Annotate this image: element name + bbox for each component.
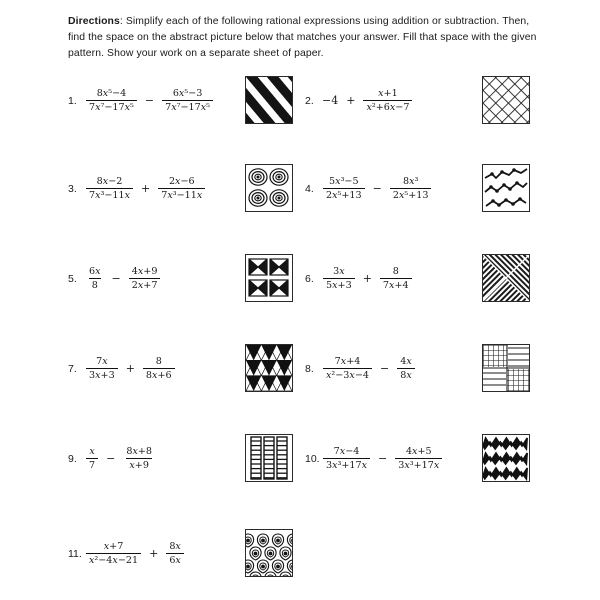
pattern-swatch-diagonal-stripes (245, 76, 293, 124)
problem-number: 9. (68, 453, 77, 466)
problem-row (68, 164, 542, 254)
fraction-numerator: 8x⁵−4 (96, 87, 127, 99)
pattern-swatch-wrap (245, 76, 305, 124)
fraction-denominator: 8 (89, 278, 101, 291)
fraction-numerator: 8x−2 (96, 175, 123, 187)
pattern-swatch-wrap (245, 164, 305, 212)
fraction-numerator: 4x+9 (131, 265, 158, 277)
problem-7 (68, 344, 305, 392)
fraction-numerator: 8 (155, 355, 162, 367)
math-operator: − (380, 361, 390, 375)
fraction-denominator: x²+6x−7 (363, 100, 412, 113)
fraction-denominator: 7x³−11x (86, 188, 133, 201)
fraction-denominator: x²−4x−21 (86, 553, 141, 566)
problem-expression (85, 83, 245, 117)
problem-expression (322, 83, 482, 117)
fraction-denominator: 3x³+17x (323, 458, 370, 471)
problem-number: 4. (305, 183, 314, 196)
problem-row (68, 254, 542, 344)
problem-expression (85, 171, 245, 205)
problem-8 (305, 344, 542, 392)
problem-9 (68, 434, 305, 482)
fraction-denominator: 7x³−11x (158, 188, 205, 201)
problem-10 (305, 434, 542, 482)
problem-number: 1. (68, 95, 77, 108)
math-operator: + (125, 361, 135, 375)
fraction-numerator: 5x³−5 (329, 175, 359, 187)
fraction-denominator: 7x⁷−17x⁵ (162, 100, 213, 113)
fraction (395, 446, 442, 471)
problem-number: 8. (305, 363, 314, 376)
fraction-numerator: 8x+8 (126, 445, 153, 457)
problem-expression (85, 351, 245, 385)
fraction-denominator: 3x+3 (86, 368, 118, 381)
problem-number: 7. (68, 363, 77, 376)
fraction (86, 176, 133, 201)
pattern-swatch-concentric-circles (245, 164, 293, 212)
problem-11 (68, 529, 305, 577)
math-operator: − (378, 451, 388, 465)
fraction (323, 356, 372, 381)
fraction (397, 356, 415, 381)
pattern-swatch-wrap (482, 254, 542, 302)
pattern-swatch-wrap (245, 434, 305, 482)
math-operator: + (149, 546, 159, 560)
math-operator: − (144, 93, 155, 107)
fraction-numerator: 6x⁵−3 (172, 87, 203, 99)
fraction (363, 88, 412, 113)
fraction (380, 266, 412, 291)
pattern-swatch-wrap (482, 164, 542, 212)
math-scalar: −4 (322, 93, 339, 107)
fraction-denominator: 8x (397, 368, 415, 381)
fraction-denominator: 8x+6 (143, 368, 175, 381)
problem-row (68, 434, 542, 529)
fraction-numerator: x+7 (103, 540, 124, 552)
problem-number: 3. (68, 183, 77, 196)
problem-row (68, 529, 542, 589)
directions-label: Directions (68, 16, 120, 27)
fraction-numerator: 8x (169, 540, 181, 552)
fraction-denominator: 3x³+17x (395, 458, 442, 471)
problem-5 (68, 254, 305, 302)
fraction-denominator: 2x⁵+13 (323, 188, 365, 201)
fraction (323, 266, 355, 291)
fraction-numerator: 7x−4 (333, 445, 360, 457)
fraction (86, 356, 118, 381)
fraction (129, 266, 161, 291)
fraction-denominator: x²−3x−4 (323, 368, 372, 381)
fraction-denominator: 6x (166, 553, 184, 566)
fraction (86, 446, 98, 471)
problem-number: 2. (305, 95, 314, 108)
problem-expression (85, 261, 245, 295)
math-operator: + (362, 271, 372, 285)
pattern-swatch-diamond-lattice (482, 76, 530, 124)
pattern-swatch-radiating-chevrons (482, 254, 530, 302)
problem-number: 6. (305, 273, 314, 286)
fraction (390, 176, 432, 201)
problem-number: 10. (305, 453, 320, 466)
pattern-swatch-boxed-x-grid (245, 254, 293, 302)
fraction-numerator: x (89, 445, 95, 457)
problem-list (68, 76, 542, 589)
fraction (323, 446, 370, 471)
problem-2 (305, 76, 542, 124)
problem-number: 11. (68, 548, 82, 561)
fraction (143, 356, 175, 381)
pattern-swatch-grid-blocks (482, 344, 530, 392)
fraction (86, 88, 137, 113)
problem-expression (322, 441, 482, 475)
problem-expression (85, 441, 245, 475)
problem-row (68, 344, 542, 434)
fraction-denominator: 7x+4 (380, 278, 412, 291)
directions-paragraph (68, 14, 542, 62)
pattern-swatch-wrap (245, 529, 305, 577)
fraction-numerator: 8 (392, 265, 399, 277)
pattern-swatch-wrap (482, 344, 542, 392)
math-operator: + (346, 93, 356, 107)
fraction-denominator: 7 (86, 458, 98, 471)
pattern-swatch-vertical-ladders (245, 434, 293, 482)
pattern-swatch-wrap (245, 254, 305, 302)
pattern-swatch-zigzag-branches (482, 164, 530, 212)
math-operator: + (141, 181, 151, 195)
fraction-denominator: 2x+7 (129, 278, 161, 291)
fraction-denominator: 5x+3 (323, 278, 355, 291)
fraction-numerator: 4x+5 (405, 445, 432, 457)
math-operator: − (111, 271, 121, 285)
fraction (162, 88, 213, 113)
fraction (86, 541, 141, 566)
pattern-swatch-bold-zigzag-bands (482, 434, 530, 482)
problem-number: 5. (68, 273, 77, 286)
fraction (86, 266, 104, 291)
fraction-numerator: 2x−6 (168, 175, 195, 187)
fraction-denominator: x+9 (126, 458, 152, 471)
fraction-numerator: 7x (96, 355, 108, 367)
math-operator: − (106, 451, 116, 465)
pattern-swatch-peacock-scales (245, 529, 293, 577)
fraction-numerator: 7x+4 (334, 355, 361, 367)
fraction (323, 176, 365, 201)
problem-row (68, 76, 542, 164)
fraction (166, 541, 184, 566)
problem-expression (322, 171, 482, 205)
problem-1 (68, 76, 305, 124)
fraction-numerator: 4x (400, 355, 412, 367)
fraction-denominator: 2x⁵+13 (390, 188, 432, 201)
fraction-numerator: 3x (333, 265, 345, 277)
problem-6 (305, 254, 542, 302)
problem-3 (68, 164, 305, 212)
pattern-swatch-wrap (482, 76, 542, 124)
fraction-numerator: 8x³ (402, 175, 419, 187)
fraction-numerator: 6x (89, 265, 101, 277)
problem-4 (305, 164, 542, 212)
pattern-swatch-wrap (482, 434, 542, 482)
fraction (158, 176, 205, 201)
fraction (123, 446, 155, 471)
pattern-swatch-wrap (245, 344, 305, 392)
fraction-numerator: x+1 (378, 87, 398, 99)
pattern-swatch-triangle-tessellation (245, 344, 293, 392)
problem-expression (322, 351, 482, 385)
fraction-denominator: 7x⁷−17x⁵ (86, 100, 137, 113)
directions-text: : Simplify each of the following rational expressions using addition or subtraction. Then, find the space on the abstract picture below that matches your answer. Fill that space with the given pattern. Show your work on a separate sheet of paper. (68, 16, 537, 60)
problem-expression (322, 261, 482, 295)
problem-expression (85, 536, 245, 570)
math-operator: − (372, 181, 382, 195)
